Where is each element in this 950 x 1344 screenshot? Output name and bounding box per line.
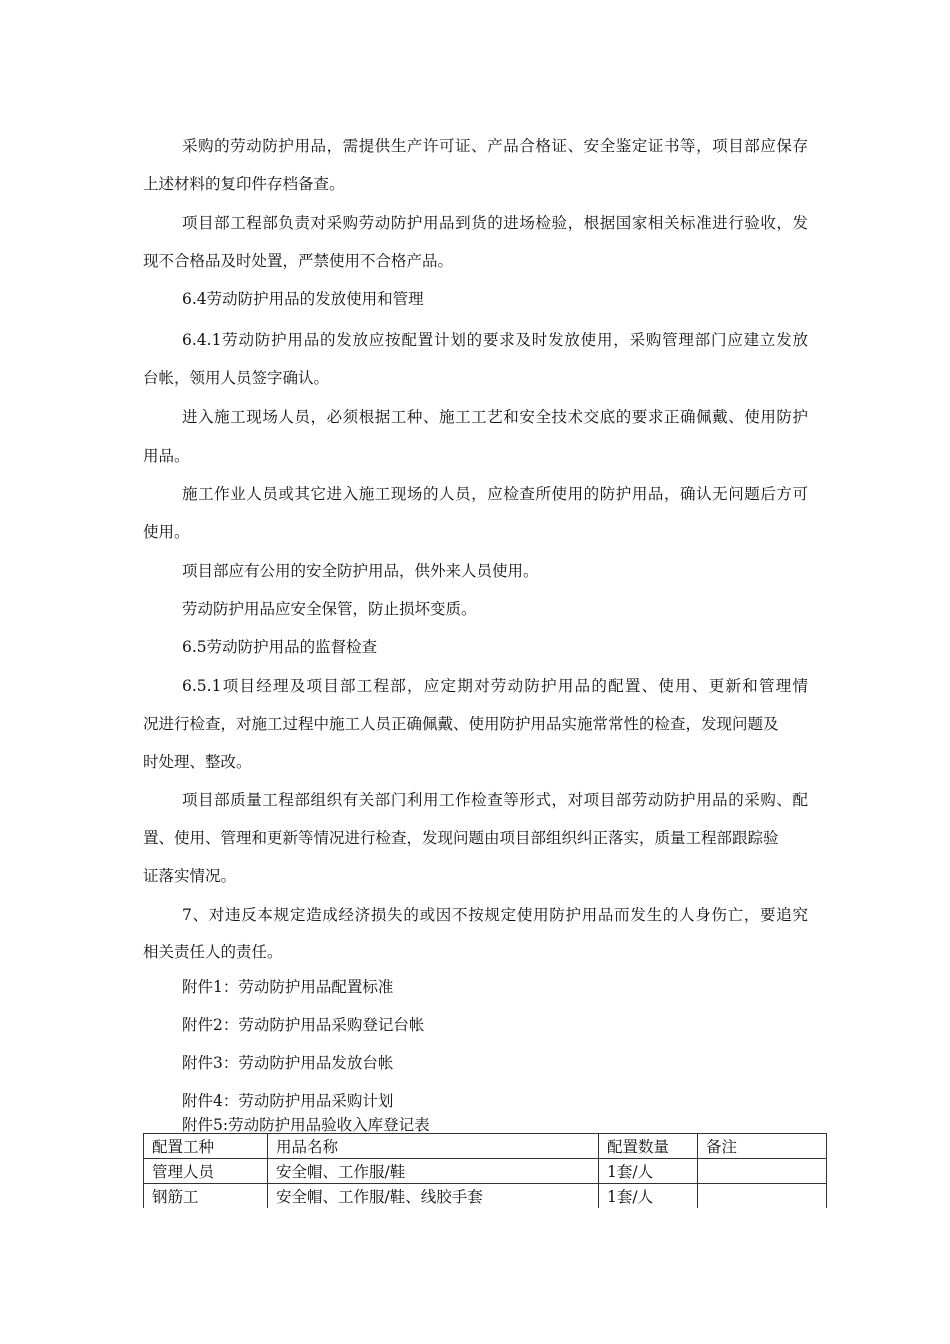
paragraph-line: 7、对违反本规定造成经济损失的或因不按规定使用防护用品而发生的人身伤亡，要追究 [182, 906, 808, 924]
table-row [144, 1184, 827, 1209]
table-cell: 管理人员 [144, 1159, 268, 1184]
paragraph-line: 况进行检查，对施工过程中施工人员正确佩戴、使用防护用品实施常常性的检查，发现问题及 [143, 715, 779, 733]
table-header-row [144, 1134, 827, 1159]
attachment-item: 附件4：劳动防护用品采购计划 [182, 1092, 394, 1110]
table-header-cell: 用品名称 [268, 1134, 599, 1159]
table-cell: 钢筋工 [144, 1184, 268, 1209]
protective-equipment-table [143, 1133, 827, 1208]
paragraph-line: 置、使用、管理和更新等情况进行检查，发现问题由项目部组织纠正落实，质量工程部跟踪验 [143, 829, 779, 847]
section-heading: 6.5劳动防护用品的监督检查 [182, 638, 378, 656]
paragraph-line: 证落实情况。 [143, 867, 237, 885]
paragraph-line: 相关责任人的责任。 [143, 943, 283, 961]
paragraph-line: 上述材料的复印件存档备查。 [143, 175, 345, 193]
attachment-item: 附件1：劳动防护用品配置标准 [182, 978, 394, 996]
paragraph-line: 采购的劳动防护用品，需提供生产许可证、产品合格证、安全鉴定证书等，项目部应保存 [182, 137, 808, 155]
attachment-item: 附件2：劳动防护用品采购登记台帐 [182, 1016, 425, 1034]
paragraph-line: 项目部工程部负责对采购劳动防护用品到货的进场检验，根据国家相关标准进行验收，发 [182, 214, 808, 232]
table-cell: 安全帽、工作服/鞋、线胶手套 [268, 1184, 599, 1209]
section-heading: 6.4劳动防护用品的发放使用和管理 [182, 290, 424, 308]
table-row [144, 1159, 827, 1184]
table-cell: 1套/人 [599, 1184, 698, 1209]
paragraph-line: 项目部质量工程部组织有关部门利用工作检查等形式，对项目部劳动防护用品的采购、配 [182, 791, 808, 809]
paragraph-line: 台帐，领用人员签字确认。 [143, 369, 330, 387]
paragraph-line: 用品。 [143, 447, 190, 465]
table-header-cell: 配置数量 [599, 1134, 698, 1159]
paragraph-line: 进入施工现场人员，必须根据工种、施工工艺和安全技术交底的要求正确佩戴、使用防护 [182, 408, 808, 426]
paragraph-line: 时处理、整改。 [143, 753, 252, 771]
paragraph-line: 项目部应有公用的安全防护用品，供外来人员使用。 [182, 562, 539, 580]
table-cell [698, 1184, 827, 1209]
attachment-item: 附件3：劳动防护用品发放台帐 [182, 1054, 394, 1072]
paragraph-line: 使用。 [143, 523, 190, 541]
table-header-cell: 配置工种 [144, 1134, 268, 1159]
paragraph-line: 6.5.1项目经理及项目部工程部，应定期对劳动防护用品的配置、使用、更新和管理情 [182, 677, 808, 695]
table-cell: 安全帽、工作服/鞋 [268, 1159, 599, 1184]
paragraph-line: 现不合格品及时处置，严禁使用不合格产品。 [143, 252, 454, 270]
paragraph-line: 施工作业人员或其它进入施工现场的人员，应检查所使用的防护用品，确认无问题后方可 [182, 485, 808, 503]
table-cell: 1套/人 [599, 1159, 698, 1184]
table-cell [698, 1159, 827, 1184]
paragraph-line: 劳动防护用品应安全保管，防止损坏变质。 [182, 600, 477, 618]
attachment-item: 附件5:劳动防护用品验收入库登记表 [182, 1116, 430, 1134]
paragraph-line: 6.4.1劳动防护用品的发放应按配置计划的要求及时发放使用，采购管理部门应建立发放 [182, 331, 808, 349]
table-header-cell: 备注 [698, 1134, 827, 1159]
